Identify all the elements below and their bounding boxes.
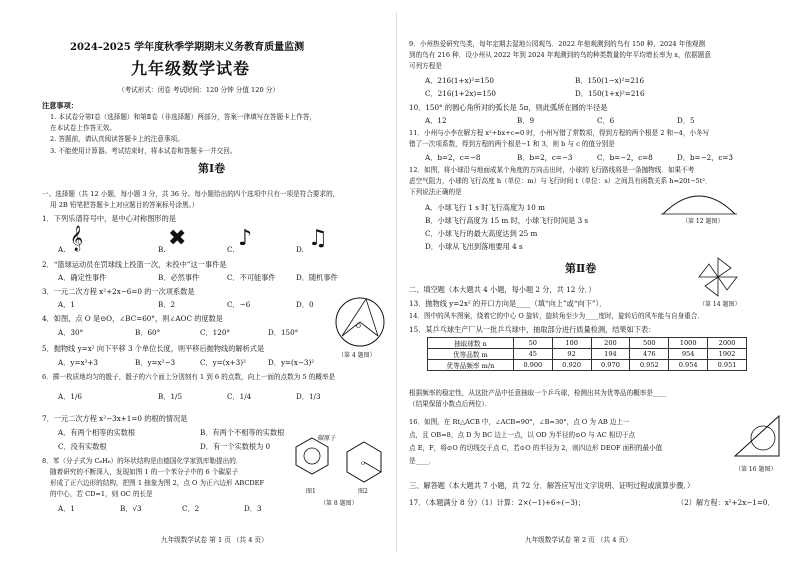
q6: 6．掷一枚质地均匀的骰子，骰子的六个面上分别刻有 1 到 6 的点数，向上一面的点数为 5 的概率是 xyxy=(42,373,336,381)
table-row xyxy=(428,338,747,349)
q8-line-1: 8．苯（分子式为 C₆H₆）的环状结构是由德国化学家凯库勒提出的． xyxy=(42,457,243,465)
q10-opt-c: C．6 xyxy=(597,116,615,125)
section-3-heading: 三、解答题（本大题共 7 小题，共 72 分．解答应写出文字说明、证明过程或演算步骤．） xyxy=(409,481,695,490)
q2-opt-c: C．不可能事件 xyxy=(227,273,276,282)
q16-line-2: 点，且 OB=8，点 D 为 BC 边上一点，以 OD 为半径的⊙O 与 AC 相切于点 xyxy=(409,431,636,439)
note-3: 3. 不能使用计算器。考试结束时，将本试卷和答题卡一并交回。 xyxy=(50,147,237,155)
table-cell: 优等品频率 m/n xyxy=(428,360,514,371)
q7-opt-c: C．没有实数根 xyxy=(58,442,107,451)
quality-table xyxy=(427,337,747,371)
q16-figure-caption: （第 16 题图） xyxy=(735,466,777,473)
q9-opt-c: C．216(1+2x)=150 xyxy=(425,89,496,98)
q7-opt-d: D．有一个实数根为 0 xyxy=(200,442,271,451)
table-cell: 476 xyxy=(630,349,669,360)
q8-line-3: 形成了正六边形的结构，把图 1 抽象为图 2，点 O 为正六边形 ABCDEF xyxy=(50,479,265,487)
q9-opt-d: D．150(1+x)²=216 xyxy=(575,89,645,98)
q14-figure-caption: （第 14 题图） xyxy=(699,301,741,308)
q2-opt-b: B．必然事件 xyxy=(158,273,200,282)
q4-opt-a: A．30° xyxy=(58,328,84,337)
q17-part-2: （2）解方程：x²+2x−1=0． xyxy=(677,498,775,507)
q5-opt-d: D．y=(x−3)² xyxy=(268,358,315,367)
q10-opt-b: B．9 xyxy=(517,116,535,125)
q10-opt-d: D．5 xyxy=(677,116,695,125)
table-row xyxy=(428,360,747,371)
q5-opt-a: A．y=x²+3 xyxy=(58,358,98,367)
q8-figure-caption: （第 8 题图） xyxy=(320,500,358,507)
figure-1-label: 图1 xyxy=(306,488,316,495)
q4-opt-b: B．60° xyxy=(135,328,161,337)
q7-opt-a: A．有两个相等的实数根 xyxy=(58,428,136,437)
q5-opt-b: B．y=x²−3 xyxy=(135,358,176,367)
q9-line-2: 到的鸟有 216 种．设小州从 2022 年到 2024 年观测到的鸟的种类数量的年平均增长率为 x，依据题意 xyxy=(409,51,711,59)
page-2 xyxy=(397,0,794,561)
note-1: 1. 本试卷分第Ⅰ卷（选择题）和第Ⅱ卷（非选择题）两部分，答案一律填写在答题卡上作答， xyxy=(50,113,317,121)
q12-opt-d: D．小球从飞出到落地要用 4 s xyxy=(425,242,523,251)
q2: 2．“篮球运动员在罚球线上投篮一次，未投中”这一事件是 xyxy=(42,260,227,269)
q16-triangle-diagram xyxy=(727,408,787,463)
q12-parabola-diagram xyxy=(659,192,739,216)
q16-line-1: 16．如图，在 Rt△ACB 中，∠ACB=90°，∠B=30°，点 O 为 AB 边上一 xyxy=(409,418,630,426)
q10: 10．150° 的圆心角所对的弧长是 5π，则此弧所在圆的半径是 xyxy=(409,103,608,112)
q12-figure-caption: （第 12 题图） xyxy=(682,218,724,225)
q6-opt-d: D．1/3 xyxy=(296,392,321,401)
q3-opt-a: A．1 xyxy=(58,300,75,309)
q1-opt-d: D. xyxy=(296,245,304,254)
q12-opt-b: B．小球飞行高度为 15 m 时，小球飞行时间是 3 s xyxy=(425,216,589,225)
table-cell: 抽取球数 n xyxy=(428,338,514,349)
section-1-heading-b: 用 2B 铅笔把答题卡上对应题目的答案标号涂黑。） xyxy=(50,201,199,209)
q4: 4．如图，点 O 是⊙O，∠BC=60°，则∠AOC 的度数是 xyxy=(42,314,223,323)
q5-opt-c: C．y=(x+3)² xyxy=(200,358,246,367)
notes-label: 注意事项： xyxy=(42,101,78,110)
q11-opt-a: A．b=2，c=−8 xyxy=(425,153,481,162)
table-cell: 500 xyxy=(630,338,669,349)
q16-line-3: 点 E，F，将⊙O 的切线交于点 C，若⊙O 的半径为 2，则四边形 DEOF 面积的最小值 xyxy=(409,444,663,452)
q3: 3．一元二次方程 x²+2x−6=0 的一次项系数是 xyxy=(42,287,195,296)
q9-line-1: 9．小州热爱研究鸟类，每年定期去湿地公园观鸟．2022 年他观测到的鸟有 150 种，2024 年他观测 xyxy=(409,40,706,48)
exam-title: 2024–2025 学年度秋季学期期末义务教育质量监测 xyxy=(70,42,305,53)
table-cell: 50 xyxy=(513,338,552,349)
q12-line-2: 虑空气阻力，小球的飞行高度 h（单位：m）与飞行时间 t（单位：s）之间具有函数关系 h=20t−5t²． xyxy=(409,177,712,185)
table-cell: 2000 xyxy=(708,338,747,349)
hexagon-diagram xyxy=(342,438,387,486)
q3-opt-b: B．2 xyxy=(158,300,176,309)
q12-line-3: 下列说法正确的是 xyxy=(409,188,462,196)
table-cell: 0.951 xyxy=(708,360,747,371)
q3-opt-d: D．0 xyxy=(296,300,314,309)
q4-circle-diagram xyxy=(330,292,390,352)
q9-opt-b: B．150(1−x)²=216 xyxy=(575,76,645,85)
table-cell: 0.900 xyxy=(513,360,552,371)
q5: 5．抛物线 y=x² 向下平移 3 个单位长度，则平移后抛物线的解析式是 xyxy=(42,344,265,353)
section-2-heading: 二、填空题（本大题共 4 小题，每小题 2 分，共 12 分．） xyxy=(409,285,596,294)
q10-opt-a: A．12 xyxy=(425,116,447,125)
q8-line-4: 的中心，若 CD=1，则 OC 的长是 xyxy=(50,490,153,498)
pinwheel-diagram xyxy=(697,256,739,298)
figure-2-label: 图2 xyxy=(358,488,368,495)
q12-opt-a: A．小球飞行 1 s 时飞行高度为 10 m xyxy=(425,203,545,212)
table-cell: 0.920 xyxy=(552,360,591,371)
q15: 15．某乒乓球生产厂从一批乒乓球中，抽取部分进行质量检测，结果如下表： xyxy=(409,325,656,334)
q8-opt-a: A．1 xyxy=(58,504,75,513)
table-cell: 45 xyxy=(513,349,552,360)
exam-info: （考试形式：闭卷 考试时间：120 分钟 分值 120 分） xyxy=(118,86,279,94)
table-cell: 100 xyxy=(552,338,591,349)
part-1-title: 第Ⅰ卷 xyxy=(198,162,226,175)
q1-opt-c: C. xyxy=(227,245,235,254)
q4-opt-c: C．120° xyxy=(200,328,230,337)
svg-text:O: O xyxy=(361,461,366,467)
table-cell: 1000 xyxy=(669,338,708,349)
section-1-heading: 一、选择题（共 12 小题，每小题 3 分，共 36 分。每小题给出的四个选项中只有一项是符合要求的， xyxy=(42,190,340,198)
table-cell: 0.952 xyxy=(630,360,669,371)
q2-opt-a: A．确定性事件 xyxy=(58,273,107,282)
table-cell: 0.954 xyxy=(669,360,708,371)
q11-line-2: 错了一次项系数，得到方程的两个根是−1 和 3，则 b 与 c 的值分别是 xyxy=(409,140,615,148)
note-1b: 在本试卷上作答无效。 xyxy=(50,124,116,132)
q12-line-1: 12．如图，将小球沿与地面成某个角度的方向击出时，小球的飞行路线将是一条抛物线．如果不考 xyxy=(409,166,695,174)
q7: 7．一元二次方程 x²−3x+1=0 的根的情况是 xyxy=(42,414,188,423)
q2-opt-d: D．随机事件 xyxy=(296,273,338,282)
page-1-footer: 九年级数学试卷 第 1 页 （共 4 页） xyxy=(161,536,268,544)
q9-opt-a: A．216(1+x)²=150 xyxy=(425,76,494,85)
table-row xyxy=(428,349,747,360)
q4-figure-caption: （第 4 题图） xyxy=(338,352,376,359)
q9-line-3: 可列方程是 xyxy=(409,62,442,70)
q14: 14．图中的风车图案，绕着它的中心 O 旋转，旋转角至少为____度时，旋转后的风车能与自身重合． xyxy=(409,312,704,320)
q13: 13．抛物线 y=2x² 的开口方向是____（填“向上”或“向下”）． xyxy=(409,299,607,308)
q8-line-2: 随着研究的不断深入，发现如图 1 的一个苯分子中的 6 个碳原子 xyxy=(50,468,239,476)
q8-opt-b: B．√3 xyxy=(120,504,142,513)
q15-tail-1: 根据频率的稳定性，从这批产品中任意抽取一个乒乓球，检测出其为优等品的概率是____ xyxy=(409,389,667,397)
eighth-note-icon: ♪ xyxy=(238,226,253,251)
q6-opt-b: B．1/5 xyxy=(158,392,183,401)
part-2-title: 第Ⅱ卷 xyxy=(565,262,597,275)
carbon-atom-label: 碳原子 xyxy=(318,435,337,442)
q7-opt-b: B．有两个不相等的实数根 xyxy=(200,428,285,437)
table-cell: 954 xyxy=(669,349,708,360)
table-cell: 92 xyxy=(552,349,591,360)
table-cell: 194 xyxy=(591,349,630,360)
note-2: 2. 答题前，请认真阅读答题卡上的注意事项。 xyxy=(50,135,184,143)
page-2-footer: 九年级数学试卷 第 2 页 （共 4 页） xyxy=(525,536,632,544)
q3-opt-c: C．−6 xyxy=(227,300,251,309)
q11-opt-c: C．b=−2，c=8 xyxy=(597,153,653,162)
q16-line-4: 是____． xyxy=(409,457,436,465)
q17: 17．（本题满分 8 分）（1）计算：2×(−1)+6÷(−3)； xyxy=(409,498,585,507)
q8-opt-c: C．2 xyxy=(182,504,200,513)
exam-subtitle: 九年级数学试卷 xyxy=(131,59,251,78)
q1-opt-b: B. xyxy=(158,245,166,254)
q6-opt-a: A．1/6 xyxy=(58,392,82,401)
table-cell: 1902 xyxy=(708,349,747,360)
table-cell: 200 xyxy=(591,338,630,349)
q15-tail-2: （结果保留小数点后两位）． xyxy=(409,400,492,408)
q8-opt-d: D．3 xyxy=(244,504,262,513)
svg-text:O: O xyxy=(356,323,361,330)
q4-opt-d: D．150° xyxy=(268,328,299,337)
q1-opt-a: A. xyxy=(58,245,66,254)
q1: 1．下列乐谱符号中，是中心对称图形的是 xyxy=(42,214,176,223)
q11-line-1: 11．小州与小李在解方程 x²+bx+c=0 时，小州写错了常数项，得到方程的两个根是 2 和−4，小冬写 xyxy=(409,129,710,137)
q12-opt-c: C．小球飞行的最大高度达到 25 m xyxy=(425,229,538,238)
q11-opt-d: D．b=−2，c=3 xyxy=(677,153,733,162)
table-cell: 0.970 xyxy=(591,360,630,371)
treble-clef-icon: 𝄞 xyxy=(70,226,84,251)
q11-opt-b: B．b=2，c=−3 xyxy=(517,153,573,162)
x-symbol-icon: ✖ xyxy=(168,226,187,251)
q6-opt-c: C．1/4 xyxy=(227,392,252,401)
table-cell: 优等品数 m xyxy=(428,349,514,360)
beamed-notes-icon: ♫ xyxy=(308,226,328,251)
